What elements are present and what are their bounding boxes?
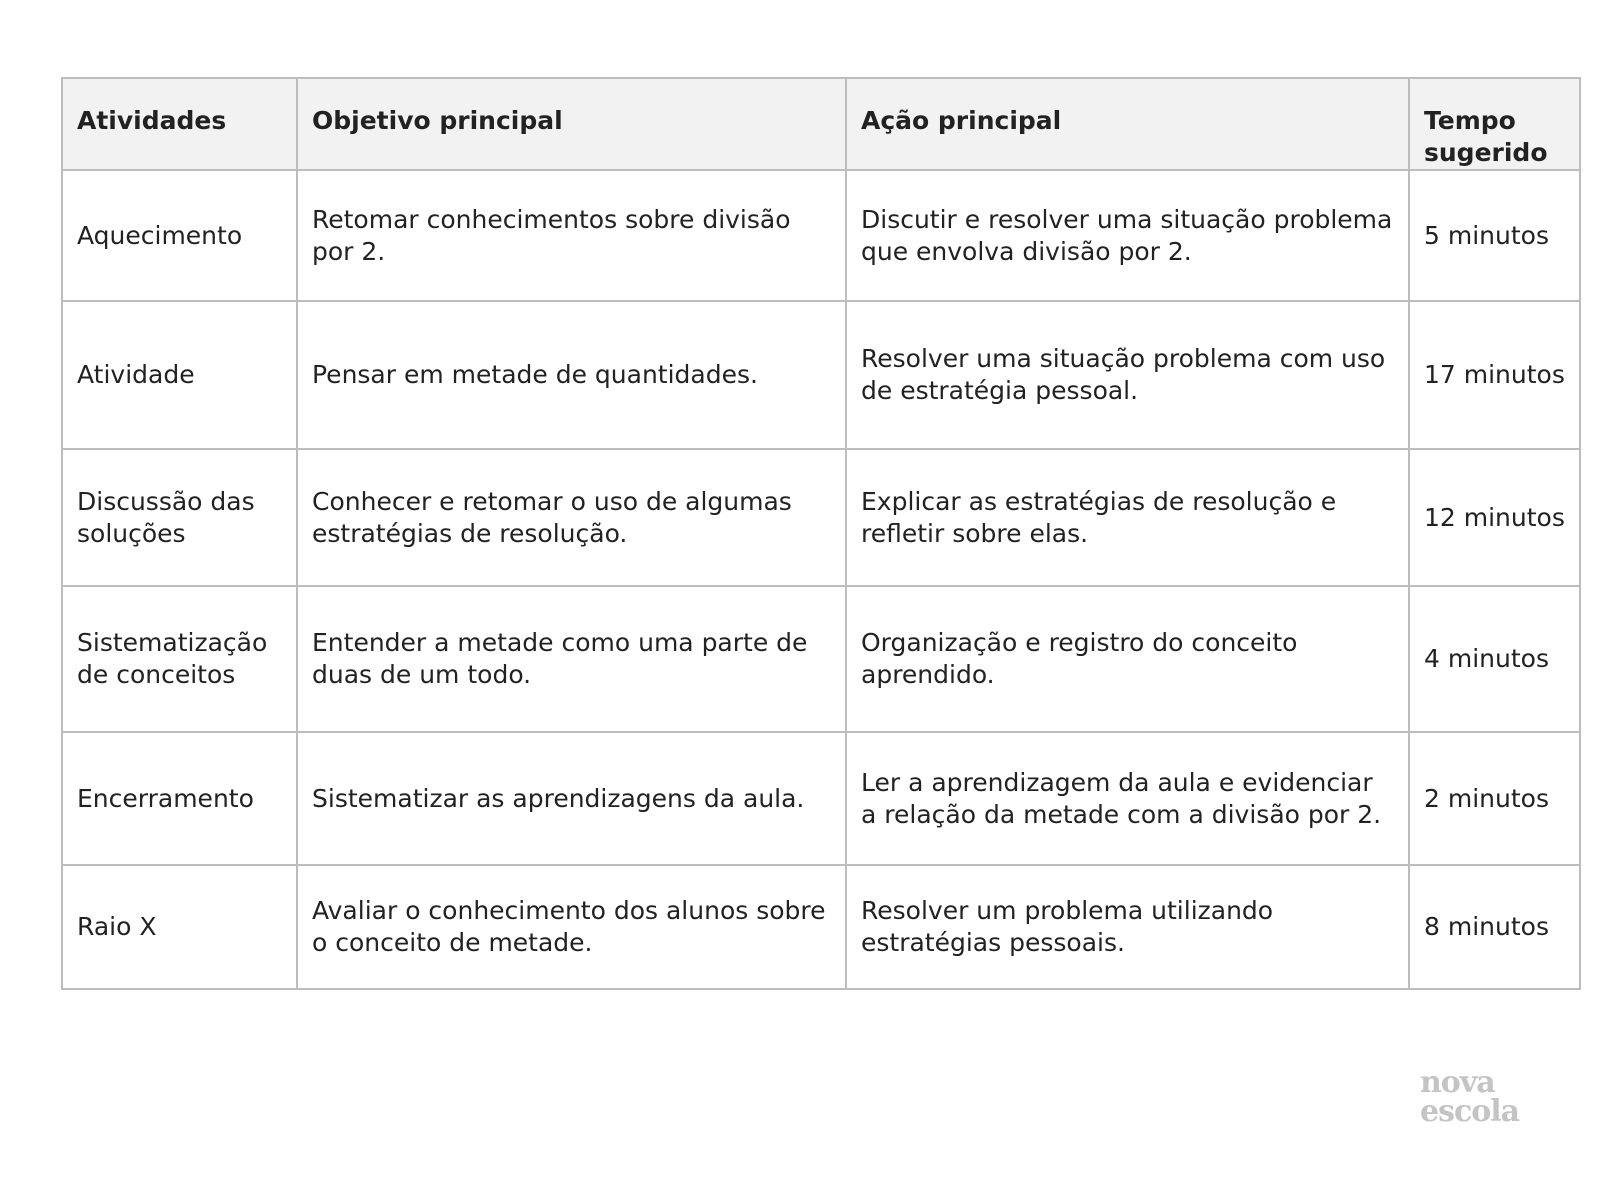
header-atividades: Atividades [62,78,297,170]
logo-line-2: escola [1420,1094,1520,1129]
cell-atividade: Raio X [62,865,297,989]
cell-objetivo: Sistematizar as aprendizagens da aula. [297,732,846,865]
header-objetivo-principal: Objetivo principal [297,78,846,170]
cell-acao: Resolver um problema utilizando estratégias pessoais. [846,865,1409,989]
cell-tempo: 5 minutos [1409,170,1580,301]
cell-acao: Explicar as estratégias de resolução e refletir sobre elas. [846,449,1409,586]
cell-objetivo: Entender a metade como uma parte de duas de um todo. [297,586,846,732]
cell-acao: Ler a aprendizagem da aula e evidenciar a relação da metade com a divisão por 2. [846,732,1409,865]
logo-line-1: nova [1420,1065,1495,1100]
header-tempo-sugerido: Tempo sugerido [1409,78,1580,170]
cell-tempo: 2 minutos [1409,732,1580,865]
table-row [62,170,1580,301]
cell-acao: Organização e registro do conceito aprendido. [846,586,1409,732]
nova-escola-logo [1420,1065,1560,1129]
cell-atividade: Sistematização de conceitos [62,586,297,732]
cell-atividade: Aquecimento [62,170,297,301]
header-acao-principal: Ação principal [846,78,1409,170]
cell-atividade: Discussão das soluções [62,449,297,586]
cell-objetivo: Retomar conhecimentos sobre divisão por 2. [297,170,846,301]
table-row [62,301,1580,449]
cell-atividade: Encerramento [62,732,297,865]
cell-tempo: 12 minutos [1409,449,1580,586]
lesson-plan-table [61,77,1581,990]
cell-tempo: 4 minutos [1409,586,1580,732]
cell-tempo: 8 minutos [1409,865,1580,989]
table-header-row [62,78,1580,170]
cell-objetivo: Avaliar o conhecimento dos alunos sobre o conceito de metade. [297,865,846,989]
table-row [62,865,1580,989]
table-row [62,449,1580,586]
table-row [62,732,1580,865]
table-row [62,586,1580,732]
cell-acao: Resolver uma situação problema com uso de estratégia pessoal. [846,301,1409,449]
cell-objetivo: Conhecer e retomar o uso de algumas estratégias de resolução. [297,449,846,586]
cell-atividade: Atividade [62,301,297,449]
cell-tempo: 17 minutos [1409,301,1580,449]
cell-objetivo: Pensar em metade de quantidades. [297,301,846,449]
cell-acao: Discutir e resolver uma situação problema que envolva divisão por 2. [846,170,1409,301]
